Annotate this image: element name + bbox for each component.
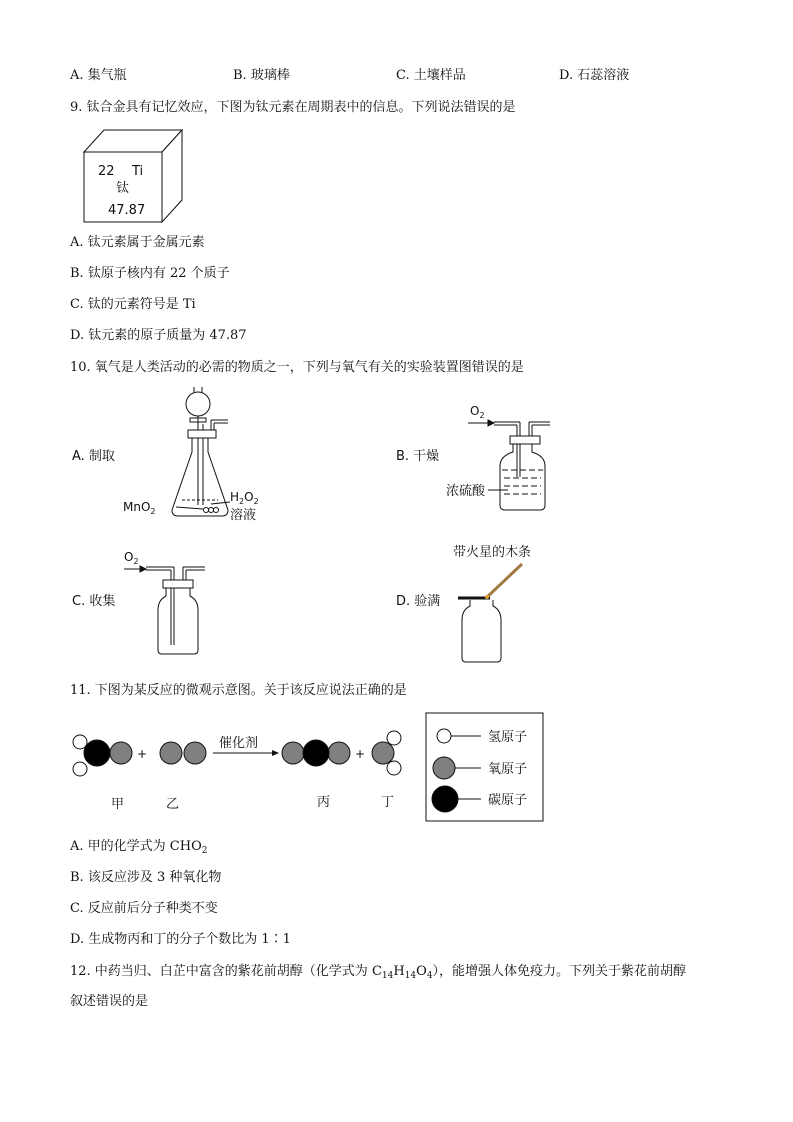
q8-option-a: A. 集气瓶 bbox=[70, 68, 127, 83]
q8-option-c: C. 土壤样品 bbox=[396, 68, 466, 83]
q10-stem: 10. 氧气是人类活动的必需的物质之一，下列与氧气有关的实验装置图错误的是 bbox=[70, 360, 524, 375]
q10-d-label: D. 验满 bbox=[396, 594, 441, 609]
molecule-ding bbox=[372, 731, 401, 775]
q10-c-label: C. 收集 bbox=[72, 594, 116, 609]
b-o2-label: $O_2$ bbox=[470, 404, 485, 420]
acid-label: 浓硫酸 bbox=[446, 484, 486, 499]
arrow-head-icon bbox=[272, 750, 279, 756]
mno2-label: MnO$_2$ bbox=[123, 500, 156, 516]
element-atomic-number: 22 bbox=[98, 164, 115, 179]
element-atomic-mass: 47.87 bbox=[108, 203, 146, 218]
q11-option-c: C. 反应前后分子种类不变 bbox=[70, 901, 218, 916]
element-name: 钛 bbox=[116, 181, 130, 196]
catalyst-label: 催化剂 bbox=[219, 736, 259, 751]
stick-label: 带火星的木条 bbox=[453, 545, 532, 560]
q10-b-label: B. 干燥 bbox=[396, 449, 440, 464]
plus-sign-1: + bbox=[137, 747, 148, 761]
q9-option-a: A. 钛元素属于金属元素 bbox=[70, 235, 205, 250]
q10-a-label: A. 制取 bbox=[72, 449, 115, 464]
q11-option-a: A. 甲的化学式为 $CHO_2$ bbox=[70, 839, 208, 856]
hydrogen-atom-icon bbox=[437, 729, 451, 743]
label-jia: 甲 bbox=[111, 797, 125, 812]
oxygen-atom-icon bbox=[433, 757, 455, 779]
molecule-bing bbox=[282, 740, 350, 766]
q9-stem: 9. 钛合金具有记忆效应，下图为钛元素在周期表中的信息。下列说法错误的是 bbox=[70, 100, 516, 115]
q9-option-b: B. 钛原子核内有 22 个质子 bbox=[70, 266, 230, 281]
c-o2-label: $O_2$ bbox=[124, 550, 139, 566]
molecule-jia bbox=[73, 735, 132, 776]
q12-stem-line1: 12. 中药当归、白芷中富含的紫花前胡醇（化学式为 $C_{14}H_{14}O_4$），能增强人体免疫力。下列关于紫花前胡醇 bbox=[70, 964, 687, 981]
q11-stem: 11. 下图为某反应的微观示意图。关于该反应说法正确的是 bbox=[70, 683, 407, 698]
solution-label: 溶液 bbox=[230, 508, 257, 523]
plus-sign-2: + bbox=[355, 747, 366, 761]
element-symbol: Ti bbox=[132, 164, 144, 179]
q9-option-d: D. 钛元素的原子质量为 47.87 bbox=[70, 328, 247, 343]
q11-option-d: D. 生成物丙和丁的分子个数比为 1∶1 bbox=[70, 932, 291, 947]
label-bing: 丙 bbox=[317, 795, 331, 810]
h2o2-label: $H_2O_2$ bbox=[230, 490, 259, 506]
legend-carbon: 碳原子 bbox=[488, 793, 528, 808]
label-ding: 丁 bbox=[381, 795, 395, 810]
q8-option-b: B. 玻璃棒 bbox=[233, 68, 290, 83]
label-yi: 乙 bbox=[166, 797, 180, 812]
molecule-yi bbox=[160, 742, 206, 764]
q12-stem-line2: 叙述错误的是 bbox=[70, 994, 149, 1009]
q9-option-c: C. 钛的元素符号是 Ti bbox=[70, 297, 196, 312]
q8-option-d: D. 石蕊溶液 bbox=[559, 68, 630, 83]
q11-option-b: B. 该反应涉及 3 种氧化物 bbox=[70, 870, 222, 885]
legend-oxygen: 氧原子 bbox=[488, 762, 528, 777]
carbon-atom-icon bbox=[432, 786, 458, 812]
legend-hydrogen: 氢原子 bbox=[488, 730, 528, 745]
